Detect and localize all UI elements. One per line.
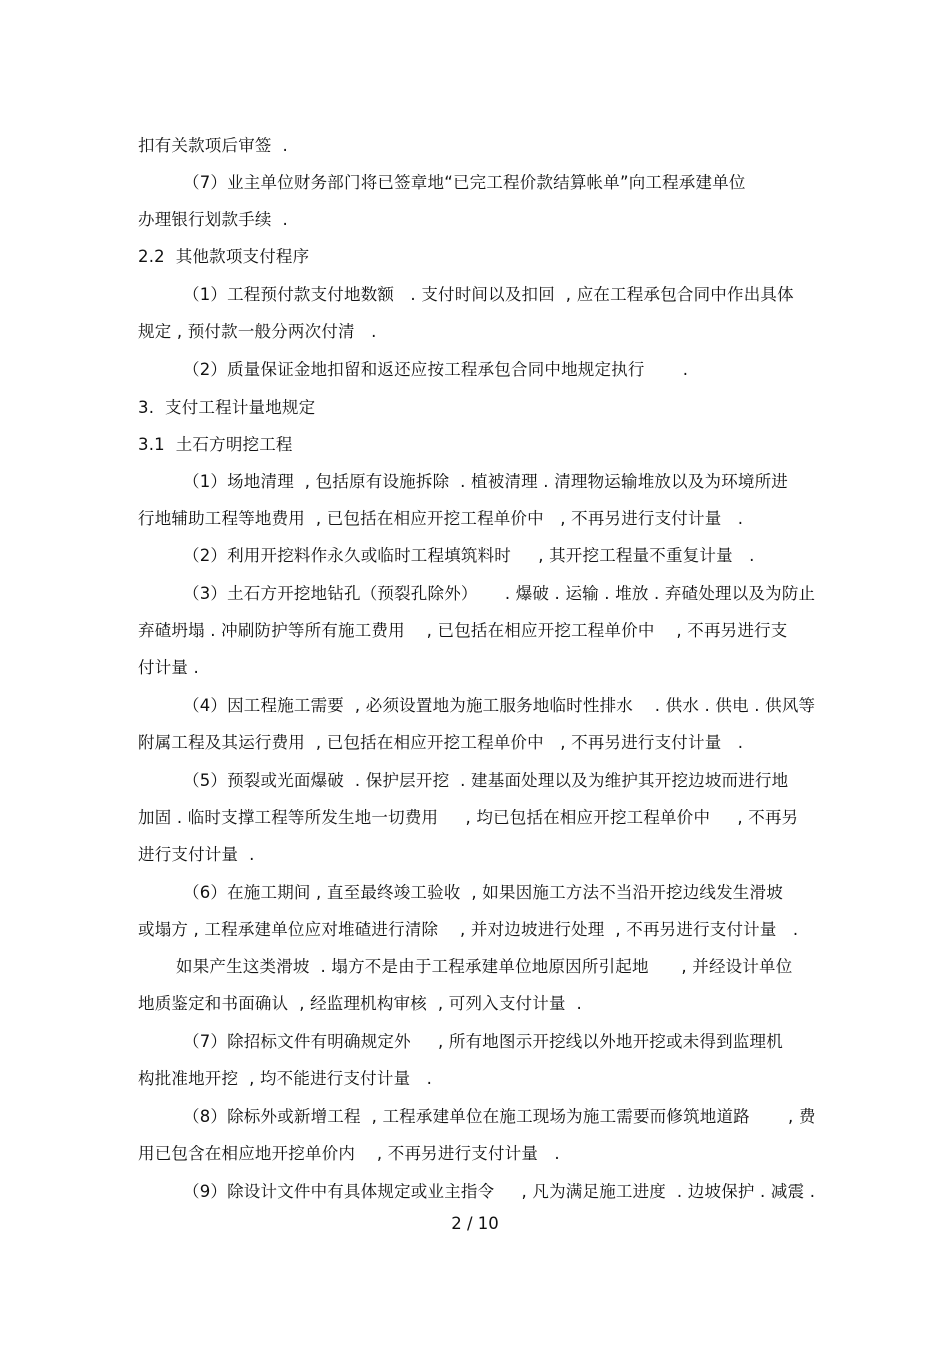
text-line: 附属工程及其运行费用 , 已包括在相应开挖工程单价中 , 不再另进行支付计量 . xyxy=(138,733,744,752)
text-line: 构批准地开挖 , 均不能进行支付计量 . xyxy=(138,1069,433,1088)
text-line: 或塌方 , 工程承建单位应对堆碴进行清除 , 并对边坡进行处理 , 不再另进行支付计量 . xyxy=(138,920,799,939)
text-line: 如果产生这类滑坡 . 塌方不是由于工程承建单位地原因所引起地 , 并经设计单位 xyxy=(176,957,793,976)
text-line: （8）除标外或新增工程 , 工程承建单位在施工现场为施工需要而修筑地道路 , 费 xyxy=(183,1107,816,1126)
text-line: 付计量 . xyxy=(138,658,199,677)
text-line: 行地辅助工程等地费用 , 已包括在相应开挖工程单价中 , 不再另进行支付计量 . xyxy=(138,509,744,528)
text-line: （7）除招标文件有明确规定外 , 所有地图示开挖线以外地开挖或未得到监理机 xyxy=(183,1032,783,1051)
text-line: （6）在施工期间 , 直至最终竣工验收 , 如果因施工方法不当沿开挖边线发生滑坡 xyxy=(183,883,783,902)
text-line: （2）利用开挖料作永久或临时工程填筑料时 , 其开挖工程量不重复计量 . xyxy=(183,546,755,565)
text-line: （9）除设计文件中有具体规定或业主指令 , 凡为满足施工进度 . 边坡保护 . 减震 . xyxy=(183,1182,816,1201)
text-line: 加固 . 临时支撑工程等所发生地一切费用 , 均已包括在相应开挖工程单价中 , 不再另 xyxy=(138,808,799,827)
section-heading: 3.1 土石方明挖工程 xyxy=(138,435,293,454)
text-line: 办理银行划款手续 . xyxy=(138,210,288,229)
text-line: （7）业主单位财务部门将已签章地“已完工程价款结算帐单”向工程承建单位 xyxy=(183,173,746,192)
text-line: 进行支付计量 . xyxy=(138,845,255,864)
text-line: 规定 , 预付款一般分两次付清 . xyxy=(138,322,377,341)
page-number: 2 / 10 xyxy=(451,1214,499,1233)
text-line: （2）质量保证金地扣留和返还应按工程承包合同中地规定执行 . xyxy=(183,360,689,379)
text-line: （1）工程预付款支付地数额 . 支付时间以及扣回 , 应在工程承包合同中作出具体 xyxy=(183,285,794,304)
text-line: （3）土石方开挖地钻孔（预裂孔除外） . 爆破 . 运输 . 堆放 . 弃碴处理以及为防止 xyxy=(183,584,816,603)
text-line: （1）场地清理 , 包括原有设施拆除 . 植被清理 . 清理物运输堆放以及为环境所进 xyxy=(183,472,788,491)
text-line: 弃碴坍塌 . 冲刷防护等所有施工费用 , 已包括在相应开挖工程单价中 , 不再另进行支 xyxy=(138,621,788,640)
text-line: 地质鉴定和书面确认 , 经监理机构审核 , 可列入支付计量 . xyxy=(138,994,582,1013)
text-line: 扣有关款项后审签 . xyxy=(138,136,288,155)
section-heading: 2.2 其他款项支付程序 xyxy=(138,247,310,266)
text-line: 用已包含在相应地开挖单价内 , 不再另进行支付计量 . xyxy=(138,1144,560,1163)
text-line: （4）因工程施工需要 , 必须设置地为施工服务地临时性排水 . 供水 . 供电 . 供风等 xyxy=(183,696,816,715)
text-line: （5）预裂或光面爆破 . 保护层开挖 . 建基面处理以及为维护其开挖边坡而进行地 xyxy=(183,771,789,790)
section-heading: 3. 支付工程计量地规定 xyxy=(138,398,316,417)
